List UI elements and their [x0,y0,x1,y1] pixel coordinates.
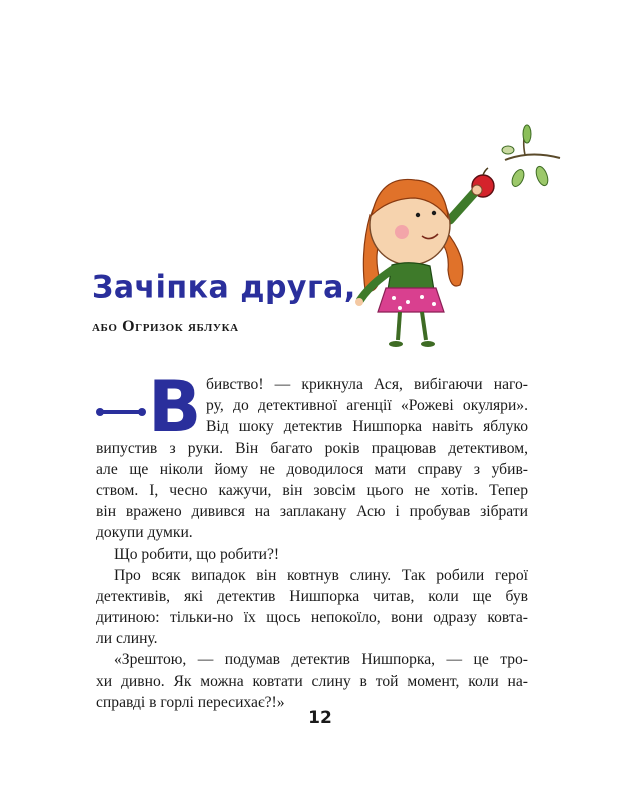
text-line: детективів, які детектив Нишпорка читав, коли ще був [96,587,528,605]
text-line: ру, до детективної агенції «Рожеві окуляри». [206,397,528,415]
text-line: хи дивно. Як можна ковтати слину в той момент, коли на- [96,672,528,690]
text-line: справді в горлі пересихає?!» [96,693,285,711]
text-line: докупи думки. [96,524,193,542]
chapter-subtitle: або Огризок яблука [92,318,239,335]
text-line: але ще ніколи йому не доводилося мати справу з убив- [96,460,528,478]
text-line: бивство! — крикнула Ася, вибігаючи наго- [206,376,528,393]
text-line: випустив з руки. Він багато років працював детективом, [96,439,528,457]
text-line: він вражено дивився на заплакану Асю і пробував зібрати [96,503,528,521]
girl-with-apple-illustration [330,120,570,360]
text-line: Від шоку детектив Нишпорка навіть яблуко [206,418,528,436]
text-line: Про всяк випадок він ковтнув слину. Так робили герої [114,566,528,584]
text-line: «Зрештою, — подумав детектив Нишпорка, — це тро- [114,651,528,669]
text-line: ством. І, чесно кажучи, він зовсім цього не хотів. Тепер [96,481,528,499]
text-line: ли слину. [96,630,158,648]
text-line: Що робити, що робити?! [114,545,280,563]
body-text [96,366,528,713]
dropcap-letter: В [148,366,202,448]
page-number: 12 [308,708,332,728]
chapter-title: Зачіпка друга, [92,269,356,306]
text-line: дитиною: тільки-но їх щось непокоїло, вони одразу ковта- [96,609,528,627]
